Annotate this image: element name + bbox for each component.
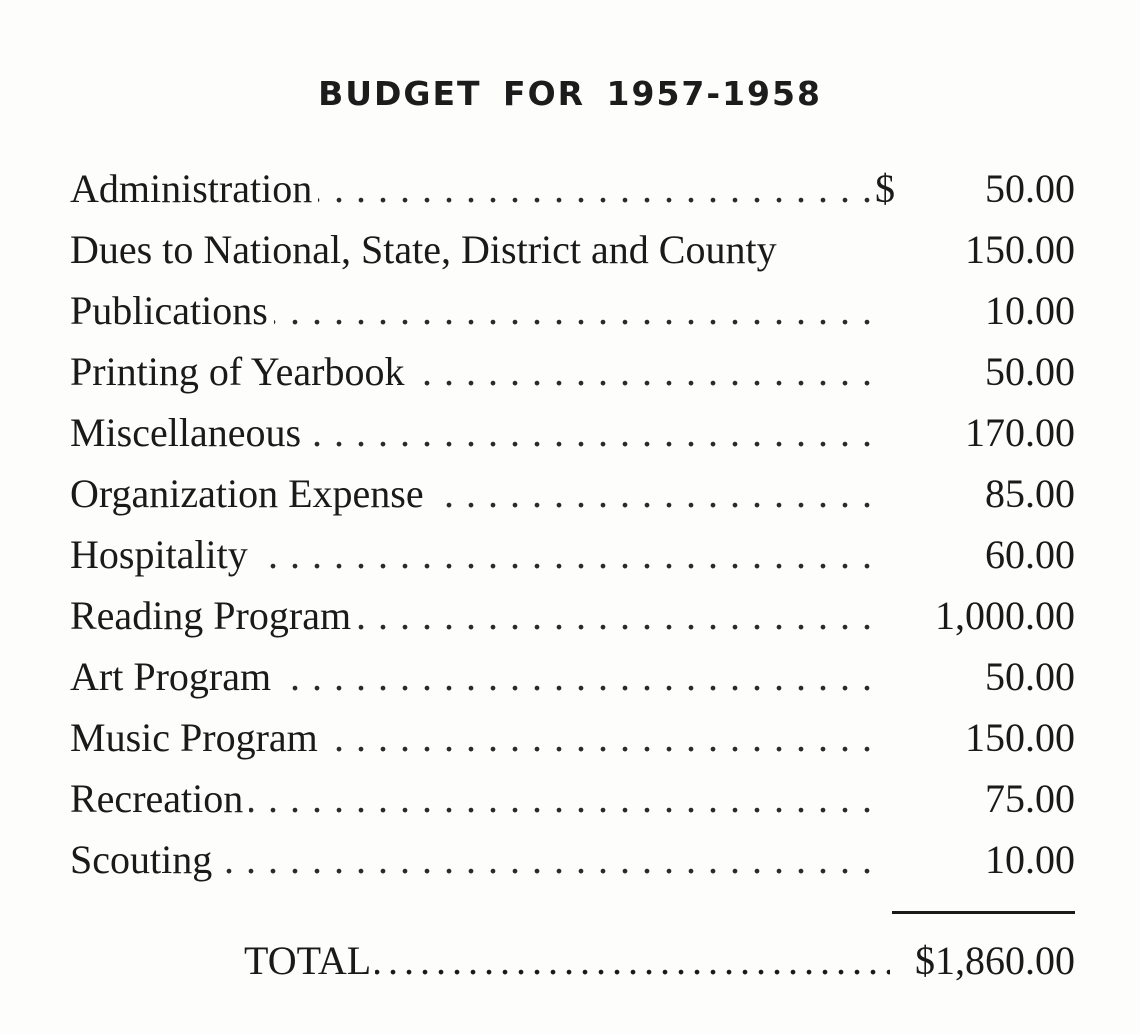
budget-row — [70, 524, 1075, 585]
budget-item-amount: 50.00 — [985, 654, 1075, 699]
budget-item-label: Hospitality — [70, 524, 254, 585]
budget-row — [70, 341, 1075, 402]
budget-item-amount: 60.00 — [985, 532, 1075, 577]
budget-row — [70, 829, 1075, 890]
budget-item-amount: 1,000.00 — [935, 593, 1075, 638]
budget-item-amount: 50.00 — [985, 166, 1075, 211]
budget-item-label: Organization Expense — [70, 463, 430, 524]
budget-item-amount: 10.00 — [985, 837, 1075, 882]
budget-row — [70, 646, 1075, 707]
total-row — [244, 930, 1075, 991]
budget-item-amount: 150.00 — [965, 715, 1075, 760]
budget-item-label: Publications — [70, 280, 274, 341]
budget-item-label: Administration — [70, 158, 318, 219]
budget-item-label: Reading Program — [70, 585, 357, 646]
budget-item-amount: 150.00 — [965, 227, 1075, 272]
budget-item-label: Scouting — [70, 829, 218, 890]
budget-row — [70, 219, 1075, 280]
total-divider — [892, 911, 1075, 914]
page-title: BUDGET FOR 1957-1958 — [318, 74, 822, 113]
budget-item-label: Dues to National, State, District and County — [70, 219, 783, 280]
budget-row — [70, 463, 1075, 524]
budget-item-amount: 10.00 — [985, 288, 1075, 333]
budget-item-amount: 75.00 — [985, 776, 1075, 821]
budget-item-amount: 85.00 — [985, 471, 1075, 516]
budget-item-amount: 170.00 — [965, 410, 1075, 455]
budget-item-label: Recreation — [70, 768, 249, 829]
total-label: TOTAL — [244, 930, 375, 991]
budget-row — [70, 707, 1075, 768]
budget-table — [70, 158, 1075, 890]
budget-row — [70, 158, 1075, 219]
budget-item-label: Art Program — [70, 646, 277, 707]
budget-item-label: Music Program — [70, 707, 324, 768]
budget-row — [70, 402, 1075, 463]
budget-item-label: Miscellaneous — [70, 402, 307, 463]
budget-item-amount: 50.00 — [985, 349, 1075, 394]
budget-row — [70, 280, 1075, 341]
currency-symbol: $ — [875, 158, 895, 219]
budget-row — [70, 585, 1075, 646]
budget-item-label: Printing of Yearbook — [70, 341, 410, 402]
total-amount: $1,860.00 — [915, 930, 1075, 991]
budget-row — [70, 768, 1075, 829]
